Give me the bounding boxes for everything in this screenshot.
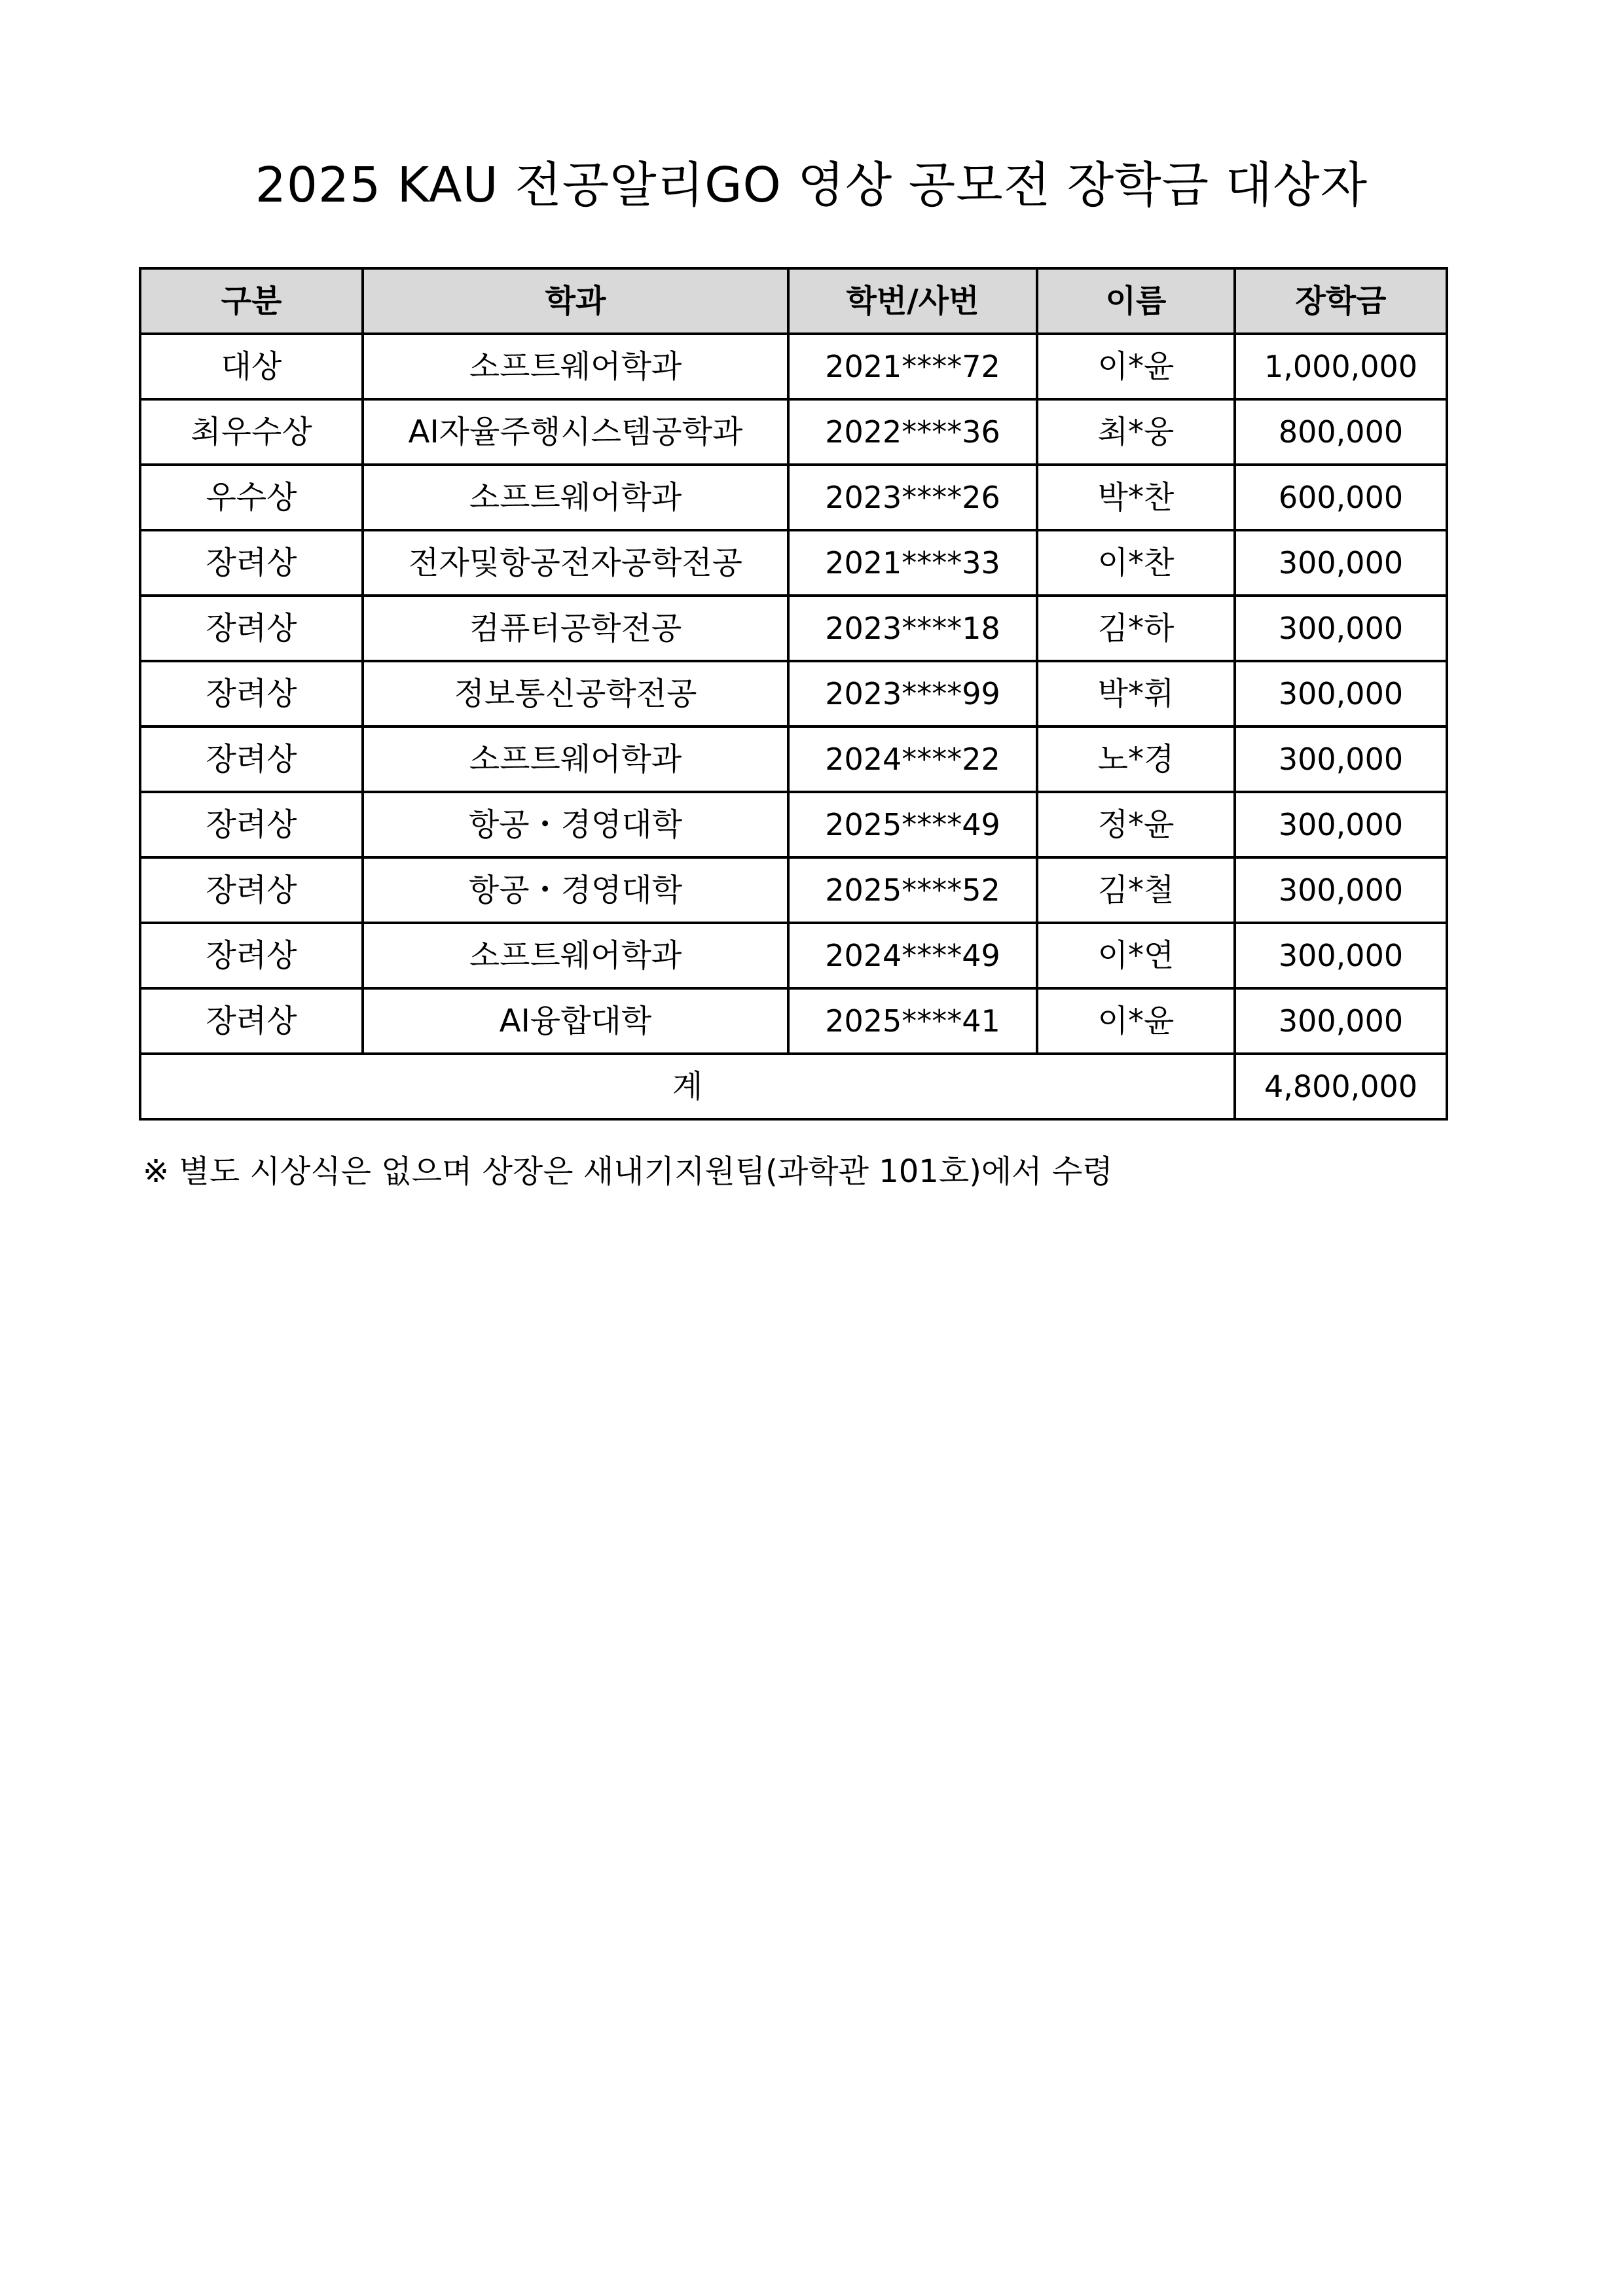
name-cell: 박*휘 xyxy=(1037,661,1235,726)
student-id-cell: 2024****49 xyxy=(788,923,1037,988)
footnote: ※ 별도 시상식은 없으며 상장은 새내기지원팀(과학관 101호)에서 수령 xyxy=(143,1153,1113,1190)
table-row xyxy=(140,465,1447,530)
student-id-cell: 2025****41 xyxy=(788,988,1037,1054)
column-header-category: 구분 xyxy=(140,268,363,334)
department-cell: 소프트웨어학과 xyxy=(363,334,788,399)
name-cell: 이*연 xyxy=(1037,923,1235,988)
table-row xyxy=(140,399,1447,465)
department-cell: 소프트웨어학과 xyxy=(363,726,788,792)
amount-cell: 300,000 xyxy=(1235,857,1447,923)
total-row xyxy=(140,1054,1447,1119)
table-row xyxy=(140,726,1447,792)
award-cell: 우수상 xyxy=(140,465,363,530)
name-cell: 정*윤 xyxy=(1037,792,1235,857)
name-cell: 노*경 xyxy=(1037,726,1235,792)
student-id-cell: 2024****22 xyxy=(788,726,1037,792)
amount-cell: 300,000 xyxy=(1235,726,1447,792)
student-id-cell: 2022****36 xyxy=(788,399,1037,465)
award-cell: 장려상 xyxy=(140,596,363,661)
amount-cell: 300,000 xyxy=(1235,988,1447,1054)
name-cell: 김*철 xyxy=(1037,857,1235,923)
student-id-cell: 2023****18 xyxy=(788,596,1037,661)
student-id-cell: 2021****33 xyxy=(788,530,1037,596)
name-cell: 이*윤 xyxy=(1037,334,1235,399)
department-cell: 항공・경영대학 xyxy=(363,857,788,923)
department-cell: AI융합대학 xyxy=(363,988,788,1054)
amount-cell: 300,000 xyxy=(1235,923,1447,988)
amount-cell: 600,000 xyxy=(1235,465,1447,530)
table-row xyxy=(140,792,1447,857)
award-cell: 최우수상 xyxy=(140,399,363,465)
name-cell: 김*하 xyxy=(1037,596,1235,661)
name-cell: 박*찬 xyxy=(1037,465,1235,530)
total-amount: 4,800,000 xyxy=(1235,1054,1447,1119)
amount-cell: 300,000 xyxy=(1235,596,1447,661)
department-cell: 항공・경영대학 xyxy=(363,792,788,857)
amount-cell: 300,000 xyxy=(1235,661,1447,726)
student-id-cell: 2021****72 xyxy=(788,334,1037,399)
department-cell: 소프트웨어학과 xyxy=(363,465,788,530)
column-header-department: 학과 xyxy=(363,268,788,334)
award-cell: 장려상 xyxy=(140,792,363,857)
table-row xyxy=(140,334,1447,399)
table-row xyxy=(140,596,1447,661)
table-header-row xyxy=(140,268,1447,334)
name-cell: 이*윤 xyxy=(1037,988,1235,1054)
department-cell: 전자및항공전자공학전공 xyxy=(363,530,788,596)
student-id-cell: 2025****52 xyxy=(788,857,1037,923)
table-row xyxy=(140,988,1447,1054)
department-cell: 소프트웨어학과 xyxy=(363,923,788,988)
scholarship-table xyxy=(139,267,1448,1121)
total-label: 계 xyxy=(140,1054,1235,1119)
table-row xyxy=(140,857,1447,923)
award-cell: 장려상 xyxy=(140,661,363,726)
column-header-student-id: 학번/사번 xyxy=(788,268,1037,334)
award-cell: 장려상 xyxy=(140,726,363,792)
amount-cell: 300,000 xyxy=(1235,530,1447,596)
department-cell: 정보통신공학전공 xyxy=(363,661,788,726)
award-cell: 장려상 xyxy=(140,530,363,596)
table-row xyxy=(140,530,1447,596)
amount-cell: 300,000 xyxy=(1235,792,1447,857)
table-row xyxy=(140,923,1447,988)
department-cell: AI자율주행시스템공학과 xyxy=(363,399,788,465)
amount-cell: 800,000 xyxy=(1235,399,1447,465)
amount-cell: 1,000,000 xyxy=(1235,334,1447,399)
page-title: 2025 KAU 전공알리GO 영상 공모전 장학금 대상자 xyxy=(255,157,1368,213)
student-id-cell: 2023****26 xyxy=(788,465,1037,530)
name-cell: 이*찬 xyxy=(1037,530,1235,596)
award-cell: 장려상 xyxy=(140,857,363,923)
award-cell: 장려상 xyxy=(140,923,363,988)
department-cell: 컴퓨터공학전공 xyxy=(363,596,788,661)
column-header-scholarship: 장학금 xyxy=(1235,268,1447,334)
name-cell: 최*웅 xyxy=(1037,399,1235,465)
student-id-cell: 2023****99 xyxy=(788,661,1037,726)
column-header-name: 이름 xyxy=(1037,268,1235,334)
award-cell: 장려상 xyxy=(140,988,363,1054)
student-id-cell: 2025****49 xyxy=(788,792,1037,857)
award-cell: 대상 xyxy=(140,334,363,399)
table-row xyxy=(140,661,1447,726)
